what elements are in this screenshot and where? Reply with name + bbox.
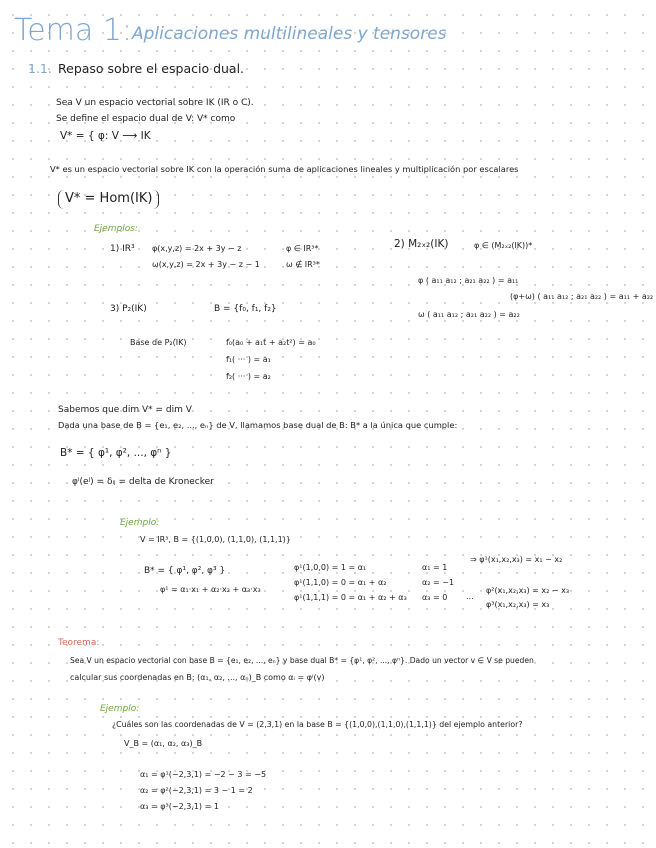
theorem-line-2: calcular sus coordenadas en B: (α₁, α₂, ..., αₙ)_B como αᵢ = φⁱ(v) <box>70 673 325 682</box>
example-3-f0: f₀(a₀ + a₁t + a₂t²) = a₀ <box>226 338 316 347</box>
example-2-dots: ... <box>466 592 474 601</box>
intro-line-1: Sea V un espacio vectorial sobre IK (IR o C). <box>56 98 254 108</box>
example-3-question: ¿Cuáles son las coordenadas de V = (2,3,1) en la base B = {(1,0,0),(1,1,0),(1,1,1)} del ejemplo anterior? <box>112 720 523 729</box>
example-1-phi: φ(x,y,z) = 2x + 3y − z <box>152 244 242 253</box>
example-2-phi: φ ( a₁₁ a₁₂ ; a₂₁ a₂₂ ) = a₁₁ <box>418 276 519 285</box>
dual-basis-line-1: Sabemos que dim V* = dim V <box>58 405 192 415</box>
dual-basis-line-2: Dada una base de B = {e₁, e₂, ..., eₙ} de V, llamamos base dual de B: B* a la única que cumple: <box>58 420 458 430</box>
example-2-number: 2) M₂ₓ₂(IK) <box>394 238 449 250</box>
example-2-phi1-general: φ¹ = α₁·x₁ + α₂·x₂ + α₃·x₃ <box>160 585 261 594</box>
dual-basis-definition: B* = { φ¹, φ², ..., φⁿ } <box>60 447 172 459</box>
example-2-sum: (φ+ω) ( a₁₁ a₁₂ ; a₂₁ a₂₂ ) = a₁₁ + a₂₂ <box>510 292 654 301</box>
example-2-sol-3: α₃ = 0 <box>422 593 448 602</box>
kronecker-delta: φⁱ(eʲ) = δᵢⱼ = delta de Kronecker <box>72 477 214 487</box>
example-2-label: Ejemplo: <box>120 518 160 528</box>
section-number: 1.1. <box>28 61 52 76</box>
dual-hom-box: V* = Hom(IK) <box>58 190 159 209</box>
intro-line-4: V* es un espacio vectorial sobre IK con la operación suma de aplicaciones lineales y multiplicación por escalares <box>50 164 519 174</box>
example-2-result-1: ⇒ φ¹(x₁,x₂,x₃) = x₁ − x₂ <box>470 555 563 564</box>
example-1-omega-in: ω ∉ IR³* <box>286 260 320 269</box>
example-2-phi-in: φ ∈ (M₂ₓ₂(IK))* <box>474 241 533 250</box>
example-3-alpha-2: α₂ = φ²(−2,3,1) = 3 − 1 = 2 <box>140 786 253 795</box>
section-title: Repaso sobre el espacio dual. <box>58 61 245 76</box>
example-3-alpha-1: α₁ = φ¹(−2,3,1) = −2 − 3 = −5 <box>140 770 267 779</box>
example-2-result-2: φ²(x₁,x₂,x₃) = x₂ − x₃ <box>486 586 570 595</box>
intro-line-2: Se define el espacio dual de V: V* como <box>56 114 236 124</box>
page-subtitle: Aplicaciones multilineales y tensores <box>132 24 447 44</box>
example-3-alpha-3: α₃ = φ³(−2,3,1) = 1 <box>140 802 219 811</box>
example-2-dual: B* = { φ¹, φ², φ³ } <box>144 566 226 576</box>
example-2-setup: V = IR³, B = {(1,0,0), (1,1,0), (1,1,1)} <box>140 535 291 544</box>
example-3-f1: f₁( ··· ) = a₁ <box>226 355 271 364</box>
example-3-f2: f₂( ··· ) = a₂ <box>226 372 271 381</box>
theorem-line-1: Sea V un espacio vectorial con base B = {e₁, e₂, ..., eₙ} y base dual B* = {φ¹, φ², ..., φⁿ}. Dado un vector v ∈ V se pueden <box>70 656 534 665</box>
examples-label: Ejemplos: <box>94 224 138 234</box>
example-3-number: 3) P₂(IK) <box>110 304 147 314</box>
example-3-basis: B = {f₀, f₁, f₂} <box>214 304 277 314</box>
example-2-eq-1: φ¹(1,0,0) = 1 = α₁ <box>294 563 367 572</box>
example-1-omega: ω(x,y,z) = 2x + 3y − z − 1 <box>152 260 260 269</box>
example-2-sol-2: α₂ = −1 <box>422 578 455 587</box>
example-2-omega: ω ( a₁₁ a₁₂ ; a₂₁ a₂₂ ) = a₂₂ <box>418 310 520 319</box>
example-2-eq-2: φ¹(1,1,0) = 0 = α₁ + α₂ <box>294 578 387 587</box>
intro-line-3: V* = { φ: V ⟶ IK <box>60 130 151 142</box>
example-3-label: Ejemplo: <box>100 704 140 714</box>
example-3-vb: V_B = (α₁, α₂, α₃)_B <box>124 739 203 748</box>
example-2-sol-1: α₁ = 1 <box>422 563 448 572</box>
example-1-phi-in: φ ∈ IR³* <box>286 244 319 253</box>
example-1-number: 1) IR³ <box>110 244 135 254</box>
example-2-result-3: φ³(x₁,x₂,x₃) = x₃ <box>486 600 550 609</box>
page-title: Tema 1: <box>14 13 133 48</box>
example-2-eq-3: φ¹(1,1,1) = 0 = α₁ + α₂ + α₃ <box>294 593 407 602</box>
theorem-label: Teorema: <box>58 638 100 648</box>
example-3-base-label: Base de P₂(IK) <box>130 338 187 347</box>
